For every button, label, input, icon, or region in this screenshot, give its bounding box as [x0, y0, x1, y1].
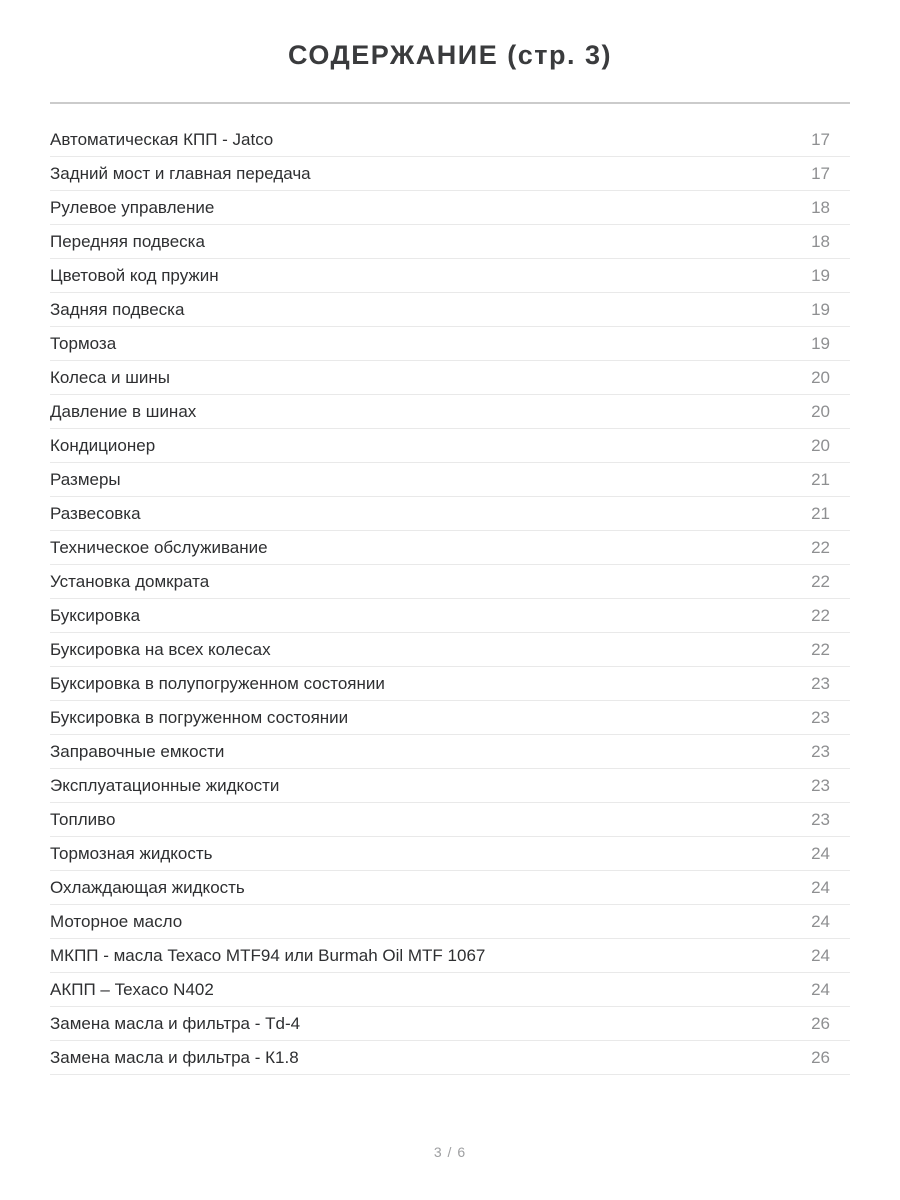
toc-entry-label: Замена масла и фильтра - К1.8 [50, 1047, 299, 1067]
toc-row [50, 973, 850, 1007]
toc-entry-label: Установка домкрата [50, 571, 210, 591]
toc-row [50, 497, 850, 531]
toc-row [50, 429, 850, 463]
toc-row [50, 701, 850, 735]
toc-entry-page-number: 22 [811, 639, 830, 659]
toc-entry-page-number: 23 [811, 809, 830, 829]
toc-row [50, 565, 850, 599]
page-title: СОДЕРЖАНИЕ (стр. 3) [288, 40, 612, 70]
toc-entry-page-number: 24 [811, 945, 830, 965]
toc-entry-page-number: 23 [811, 673, 830, 693]
toc-entry-page-number: 22 [811, 571, 830, 591]
toc-row [50, 837, 850, 871]
toc-row [50, 1041, 850, 1075]
toc-entry-label: Задняя подвеска [50, 299, 185, 319]
toc-row [50, 939, 850, 973]
toc-entry-page-number: 24 [811, 843, 830, 863]
toc-entry-label: Развесовка [50, 503, 141, 523]
toc-entry-label: Охлаждающая жидкость [50, 877, 245, 897]
toc-row [50, 259, 850, 293]
page-indicator: 3 / 6 [433, 1144, 467, 1160]
toc-entry-page-number: 18 [811, 231, 830, 251]
toc-list [50, 123, 850, 1075]
toc-row [50, 667, 850, 701]
toc-entry-label: Цветовой код пружин [50, 265, 219, 285]
toc-entry-label: АКПП – Texaco N402 [50, 979, 214, 999]
toc-entry-page-number: 24 [811, 979, 830, 999]
toc-entry-page-number: 19 [811, 299, 830, 319]
toc-row [50, 633, 850, 667]
toc-row [50, 463, 850, 497]
toc-entry-page-number: 19 [811, 265, 830, 285]
toc-entry-label: Тормозная жидкость [50, 843, 213, 863]
toc-entry-page-number: 26 [811, 1047, 830, 1067]
toc-row [50, 769, 850, 803]
toc-row [50, 1007, 850, 1041]
toc-row [50, 735, 850, 769]
toc-entry-page-number: 24 [811, 877, 830, 897]
toc-row [50, 123, 850, 157]
toc-row [50, 327, 850, 361]
toc-entry-label: Буксировка в погруженном состоянии [50, 707, 349, 727]
toc-row [50, 293, 850, 327]
toc-entry-label: Замена масла и фильтра - Td-4 [50, 1013, 301, 1033]
toc-entry-label: Тормоза [50, 333, 117, 353]
toc-row [50, 531, 850, 565]
toc-entry-label: Передняя подвеска [50, 231, 205, 251]
toc-row [50, 803, 850, 837]
toc-entry-page-number: 18 [811, 197, 830, 217]
toc-entry-page-number: 20 [811, 367, 830, 387]
toc-entry-label: Буксировка на всех колесах [50, 639, 271, 659]
toc-row [50, 599, 850, 633]
toc-entry-page-number: 20 [811, 435, 830, 455]
toc-entry-label: Эксплуатационные жидкости [50, 775, 280, 795]
toc-entry-page-number: 22 [811, 605, 830, 625]
toc-entry-label: Задний мост и главная передача [50, 163, 311, 183]
toc-row [50, 905, 850, 939]
toc-row [50, 871, 850, 905]
toc-entry-page-number: 23 [811, 741, 830, 761]
toc-entry-page-number: 23 [811, 775, 830, 795]
toc-entry-label: Автоматическая КПП - Jatco [50, 129, 274, 149]
toc-entry-page-number: 26 [811, 1013, 830, 1033]
toc-row [50, 225, 850, 259]
toc-entry-label: Моторное масло [50, 911, 183, 931]
toc-entry-label: Давление в шинах [50, 401, 197, 421]
toc-row [50, 191, 850, 225]
toc-entry-label: Рулевое управление [50, 197, 215, 217]
toc-entry-label: Размеры [50, 469, 121, 489]
toc-entry-page-number: 23 [811, 707, 830, 727]
toc-entry-label: Колеса и шины [50, 367, 170, 387]
toc-entry-label: Буксировка [50, 605, 141, 625]
toc-entry-page-number: 22 [811, 537, 830, 557]
toc-entry-page-number: 21 [811, 503, 830, 523]
toc-entry-label: Кондиционер [50, 435, 156, 455]
toc-entry-page-number: 24 [811, 911, 830, 931]
toc-entry-page-number: 20 [811, 401, 830, 421]
toc-entry-page-number: 19 [811, 333, 830, 353]
title-divider [50, 102, 850, 104]
toc-row [50, 395, 850, 429]
toc-entry-label: Заправочные емкости [50, 741, 225, 761]
toc-row [50, 157, 850, 191]
toc-entry-page-number: 17 [811, 163, 830, 183]
toc-entry-label: Топливо [50, 809, 116, 829]
toc-entry-label: Техническое обслуживание [50, 537, 268, 557]
toc-entry-label: Буксировка в полупогруженном состоянии [50, 673, 385, 693]
toc-entry-label: МКПП - масла Texaco MTF94 или Burmah Oil MTF 1067 [50, 945, 486, 965]
toc-entry-page-number: 21 [811, 469, 830, 489]
toc-row [50, 361, 850, 395]
toc-entry-page-number: 17 [811, 129, 830, 149]
